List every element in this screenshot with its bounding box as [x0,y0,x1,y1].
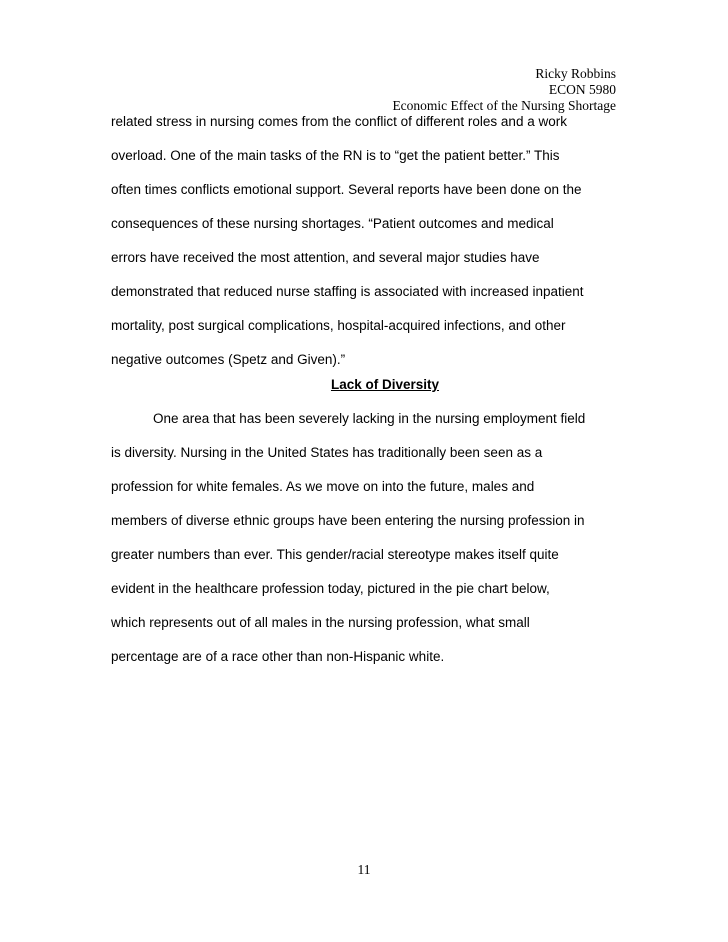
body-line: consequences of these nursing shortages. “Patient outcomes and medical [111,216,554,231]
running-header [392,66,616,114]
page-number: 11 [357,862,371,877]
body-line: overload. One of the main tasks of the RN is to “get the patient better.” This [111,148,560,163]
header-paper-title: Economic Effect of the Nursing Shortage [392,98,616,113]
body-line: errors have received the most attention, and several major studies have [111,250,540,265]
body-line: often times conflicts emotional support. Several reports have been done on the [111,182,582,197]
header-course: ECON 5980 [548,82,616,97]
body-line: which represents out of all males in the nursing profession, what small [111,615,530,630]
body-line: greater numbers than ever. This gender/racial stereotype makes itself quite [111,547,559,562]
body-line: is diversity. Nursing in the United States has traditionally been seen as a [111,445,543,460]
body-line: evident in the healthcare profession today, pictured in the pie chart below, [111,581,550,596]
body-line: profession for white females. As we move on into the future, males and [111,479,535,494]
body-line: One area that has been severely lacking in the nursing employment field [153,411,586,426]
header-author: Ricky Robbins [535,66,616,81]
body-line: related stress in nursing comes from the conflict of different roles and a work [111,114,567,129]
body-line: members of diverse ethnic groups have been entering the nursing profession in [111,513,585,528]
body-line: negative outcomes (Spetz and Given).” [111,352,346,367]
body-line: demonstrated that reduced nurse staffing is associated with increased inpatient [111,284,584,299]
body-line: mortality, post surgical complications, hospital-acquired infections, and other [111,318,566,333]
section-heading: Lack of Diversity [330,377,440,392]
body-line: percentage are of a race other than non-Hispanic white. [111,649,445,664]
